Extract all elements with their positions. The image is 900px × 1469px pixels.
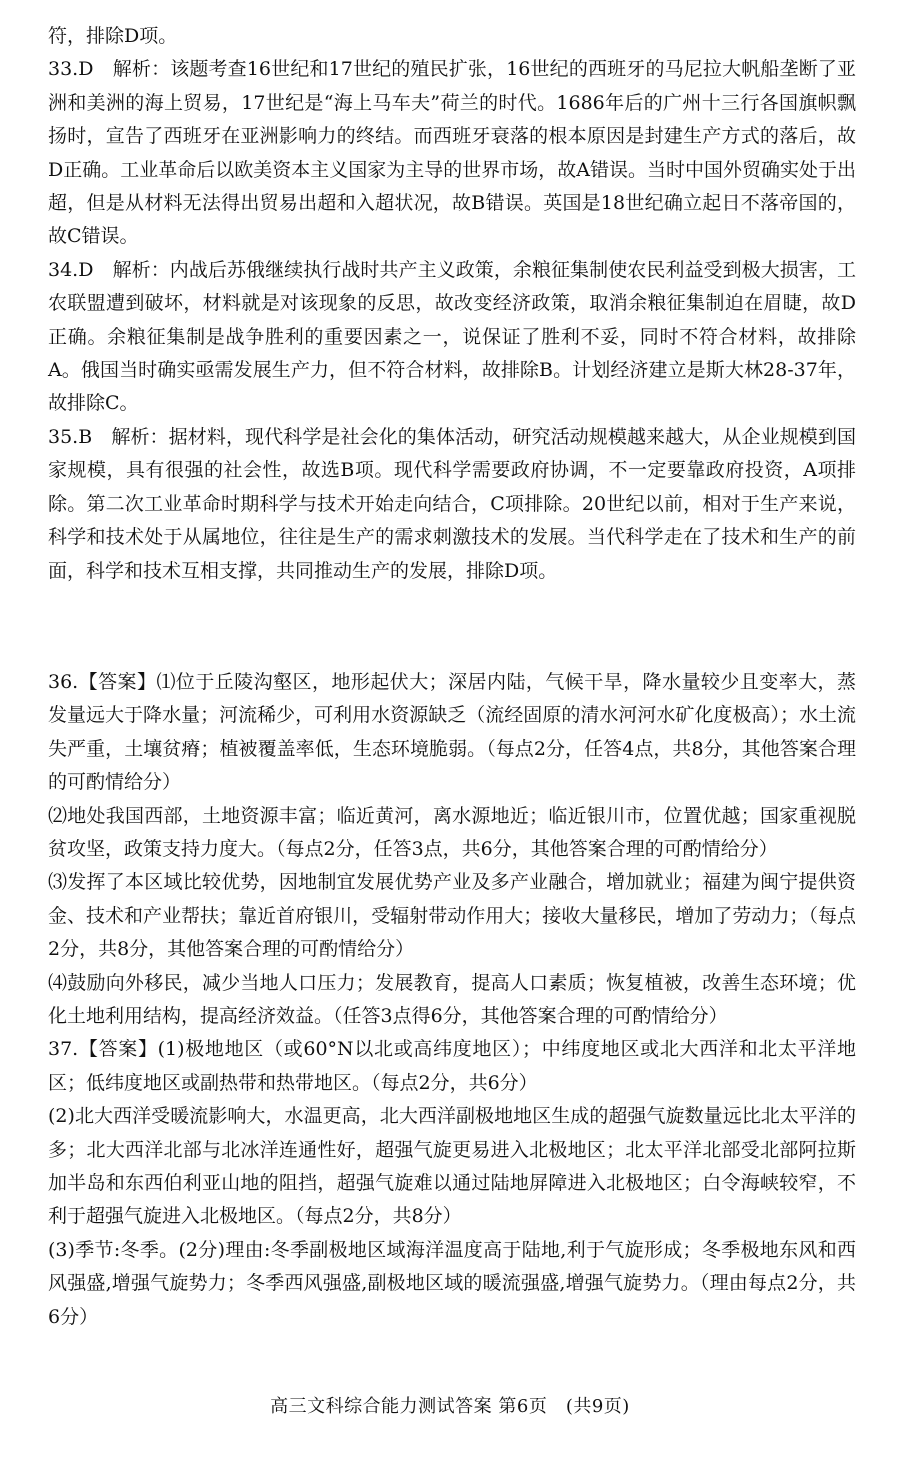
answer-36-part-2: ⑵地处我国西部，土地资源丰富；临近黄河，离水源地近；临近银川市，位置优越；国家重视脱贫攻坚，政策支持力度大。（每点2分，任答3点，共6分，其他答案合理的可酌情给分） [48,804,856,860]
answer-36-part-3: ⑶发挥了本区域比较优势，因地制宜发展优势产业及多产业融合，增加就业；福建为闽宁提供资金、技术和产业帮扶；靠近首府银川，受辐射带动作用大；接收大量移民，增加了劳动力；（每点2分，共8分，其他答案合理的可酌情给分） [48,871,856,961]
answer-page [48,20,856,1334]
section-gap [48,588,856,666]
page-footer: 高三文科综合能力测试答案 第6页 (共9页) [270,1396,630,1417]
answer-37-part-3: (3)季节:冬季。(2分)理由:冬季副极地区域海洋温度高于陆地,利于气旋形成；冬季极地东风和西风强盛,增强气旋势力；冬季西风强盛,副极地区域的暖流强盛,增强气旋势力。（理由每点2分，共6分） [48,1238,856,1328]
geography-answers-section [48,666,856,1334]
answer-36-part-4: ⑷鼓励向外移民，减少当地人口压力；发展教育，提高人口素质；恢复植被，改善生态环境；优化土地利用结构，提高经济效益。（任答3点得6分，其他答案合理的可酌情给分） [48,971,856,1027]
answer-37-part-2: (2)北大西洋受暖流影响大，水温更高，北大西洋副极地地区生成的超强气旋数量远比北太平洋的多；北大西洋北部与北冰洋连通性好，超强气旋更易进入北极地区；北太平洋北部受北部阿拉斯加半岛和东西伯利亚山地的阻挡，超强气旋难以通过陆地屏障进入北极地区；白令海峡较窄，不利于超强气旋进入北极地区。（每点2分，共8分） [48,1105,856,1228]
answer-36-part-1: 36.【答案】⑴位于丘陵沟壑区，地形起伏大；深居内陆，气候干旱，降水量较少且变率大，蒸发量远大于降水量；河流稀少，可利用水资源缺乏（流经固原的清水河河水矿化度极高）；水土流失严重，土壤贫瘠；植被覆盖率低，生态环境脆弱。（每点2分，任答4点，共8分，其他答案合理的可酌情给分） [48,670,856,794]
answer-33: 33.D 解析：该题考查16世纪和17世纪的殖民扩张，16世纪的西班牙的马尼拉大帆船垄断了亚洲和美洲的海上贸易，17世纪是“海上马车夫”荷兰的时代。1686年后的广州十三行各国旗帜飘扬时，宣告了西班牙在亚洲影响力的终结。而西班牙衰落的根本原因是封建生产方式的落后，故D正确。工业革命后以欧美资本主义国家为主导的世界市场，故A错误。当时中国外贸确实处于出超，但是从材料无法得出贸易出超和入超状况，故B错误。英国是18世纪确立起日不落帝国的，故C错误。 [48,58,856,248]
answer-37-part-1: 37.【答案】(1)极地地区（或60°N以北或高纬度地区）；中纬度地区或北大西洋和北太平洋地区；低纬度地区或副热带和热带地区。（每点2分，共6分） [48,1038,856,1094]
answer-32-continuation: 符，排除D项。 [48,25,178,47]
answer-34: 34.D 解析：内战后苏俄继续执行战时共产主义政策，余粮征集制使农民利益受到极大损害，工农联盟遭到破坏，材料就是对该现象的反思，故改变经济政策，取消余粮征集制迫在眉睫，故D正确。余粮征集制是战争胜利的重要因素之一，说保证了胜利不妥，同时不符合材料，故排除A。俄国当时确实亟需发展生产力，但不符合材料，故排除B。计划经济建立是斯大林28-37年，故排除C。 [48,258,856,415]
history-answers-section [48,20,856,588]
answer-35: 35.B 解析：据材料，现代科学是社会化的集体活动，研究活动规模越来越大，从企业规模到国家规模，具有很强的社会性，故选B项。现代科学需要政府协调，不一定要靠政府投资，A项排除。第二次工业革命时期科学与技术开始走向结合，C项排除。20世纪以前，相对于生产来说，科学和技术处于从属地位，往往是生产的需求刺激技术的发展。当代科学走在了技术和生产的前面，科学和技术互相支撑，共同推动生产的发展，排除D项。 [48,425,856,582]
